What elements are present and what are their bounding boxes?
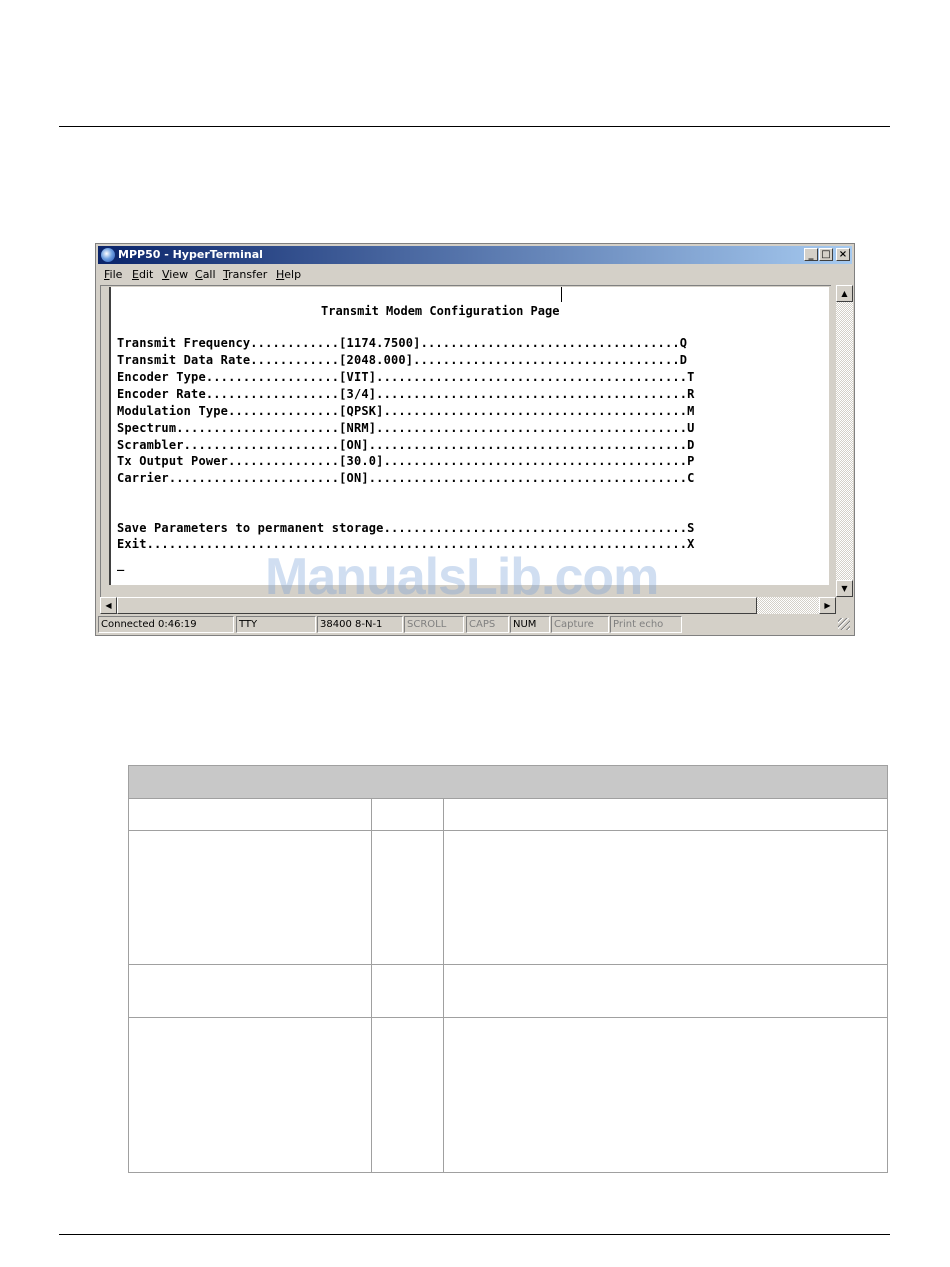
menu-line-save-parameters: Save Parameters to permanent storage.........................................S: [117, 521, 695, 535]
status-scroll: SCROLL: [404, 616, 464, 633]
menu-line-encoder-rate: Encoder Rate..................[3/4]..........................................R: [117, 387, 695, 401]
window-title: MPP50 - HyperTerminal: [118, 248, 263, 261]
menu-line-encoder-type: Encoder Type..................[VIT]..........................................T: [117, 370, 695, 384]
vertical-scrollbar[interactable]: [836, 285, 853, 597]
parameters-table: [128, 765, 888, 1173]
title-bar[interactable]: [98, 246, 852, 264]
status-port-settings: 38400 8-N-1: [317, 616, 403, 633]
hyperterminal-app-icon: [101, 248, 115, 262]
status-capture: Capture: [551, 616, 609, 633]
menu-line-carrier: Carrier.......................[ON]...........................................C: [117, 471, 695, 485]
minimize-button[interactable]: _: [804, 248, 818, 261]
maximize-button[interactable]: □: [819, 248, 833, 261]
scroll-up-arrow-icon[interactable]: ▲: [836, 285, 853, 302]
horizontal-scroll-track[interactable]: [757, 597, 819, 614]
terminal-screen[interactable]: [109, 287, 829, 585]
bottom-rule: [59, 1234, 890, 1235]
menu-line-exit: Exit.........................................................................X: [117, 537, 695, 551]
table-column-divider: [443, 798, 444, 1172]
mouse-text-cursor: [561, 287, 562, 302]
top-rule: [59, 126, 890, 127]
watermark: ManualsLib.com: [265, 548, 659, 606]
resize-grip-icon[interactable]: [838, 618, 850, 630]
status-num: NUM: [510, 616, 550, 633]
table-column-divider: [371, 798, 372, 1172]
config-page-heading: Transmit Modem Configuration Page: [321, 304, 560, 318]
status-emulation: TTY: [236, 616, 316, 633]
menu-line-scrambler: Scrambler.....................[ON]...........................................D: [117, 438, 695, 452]
scroll-down-arrow-icon[interactable]: ▼: [836, 580, 853, 597]
status-bar: [98, 616, 852, 634]
menu-file[interactable]: File: [104, 268, 123, 281]
table-row-divider: [129, 964, 887, 965]
terminal-prompt-cursor: _: [117, 557, 125, 571]
menu-help[interactable]: Help: [276, 268, 302, 281]
scroll-left-arrow-icon[interactable]: ◀: [100, 597, 117, 614]
status-print-echo: Print echo: [610, 616, 682, 633]
close-button[interactable]: ×: [836, 248, 850, 261]
status-caps: CAPS: [466, 616, 509, 633]
table-header-row: [129, 766, 887, 798]
scroll-right-arrow-icon[interactable]: ▶: [819, 597, 836, 614]
menu-edit[interactable]: Edit: [132, 268, 154, 281]
menu-line-spectrum: Spectrum......................[NRM]..........................................U: [117, 421, 695, 435]
menu-line-tx-output-power: Tx Output Power...............[30.0].........................................P: [117, 454, 695, 468]
menu-transfer[interactable]: Transfer: [223, 268, 268, 281]
menu-line-modulation-type: Modulation Type...............[QPSK].........................................M: [117, 404, 695, 418]
table-row-divider: [129, 1017, 887, 1018]
table-row-divider: [129, 830, 887, 831]
menu-view[interactable]: View: [162, 268, 189, 281]
table-row-divider: [129, 798, 887, 799]
menu-call[interactable]: Call: [195, 268, 216, 281]
status-connected: Connected 0:46:19: [98, 616, 234, 633]
menu-line-transmit-frequency: Transmit Frequency............[1174.7500]...................................Q: [117, 336, 688, 350]
menu-line-transmit-data-rate: Transmit Data Rate............[2048.000]....................................D: [117, 353, 688, 367]
